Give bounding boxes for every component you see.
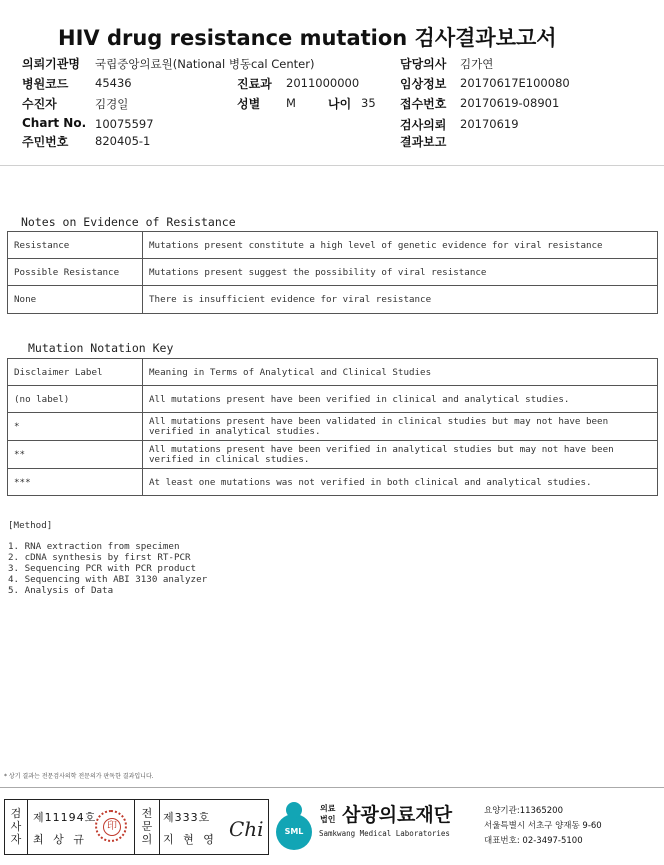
evidence-label: None — [8, 286, 143, 314]
clinical-info-label: 임상정보 — [400, 77, 447, 91]
method-step: 5. Analysis of Data — [8, 585, 114, 596]
table-row — [8, 441, 658, 469]
request-label: 검사의뢰 — [400, 118, 447, 132]
evidence-text: Mutations present constitute a high level of genetic evidence for viral resistance — [143, 232, 658, 259]
chart-no-label: Chart No. — [22, 116, 87, 130]
reviewer-label: 전문의 — [141, 807, 153, 846]
patient-label: 수진자 — [22, 97, 57, 111]
hospital-code-label: 병원코드 — [22, 77, 69, 91]
notation-text: All mutations present have been validated in clinical studies but may not have been verified in analytical studies. — [143, 413, 658, 441]
evidence-table — [7, 231, 658, 314]
sex-value: M — [286, 96, 296, 110]
evidence-label: Possible Resistance — [8, 259, 143, 286]
method-heading: [Method] — [8, 520, 53, 531]
department-label: 진료과 — [237, 77, 272, 91]
resident-id-value: 820405-1 — [95, 134, 151, 148]
notation-label: ** — [8, 441, 143, 469]
notation-label: * — [8, 413, 143, 441]
org-address: 서울특별시 서초구 양재동 9-60 — [484, 821, 602, 831]
signature-box — [4, 799, 269, 855]
notation-text: All mutations present have been verified in analytical studies but may not have been verified in clinical studies. — [143, 441, 658, 469]
logo-head-icon — [286, 802, 302, 818]
notation-text: Meaning in Terms of Analytical and Clinical Studies — [143, 359, 658, 386]
table-row — [8, 286, 658, 314]
notation-label: (no label) — [8, 386, 143, 413]
logo-text: SML — [276, 814, 312, 850]
age-value: 35 — [361, 96, 376, 110]
inspector-label: 검사자 — [10, 807, 22, 846]
institution-value: 국립중앙의료원(National 병동cal Center) — [95, 57, 315, 71]
inspector-number: 제11194호 — [33, 811, 97, 824]
notation-table — [7, 358, 658, 496]
table-row — [8, 386, 658, 413]
org-english: Samkwang Medical Laboratories — [319, 829, 450, 838]
institution-label: 의뢰기관명 — [22, 57, 80, 71]
receipt-value: 20170619-08901 — [460, 96, 560, 110]
table-row — [8, 232, 658, 259]
clinical-info-value: 20170617E100080 — [460, 76, 570, 90]
org-code: 요양기관:11365200 — [484, 806, 563, 816]
seal-text: 印 — [103, 818, 121, 836]
table-row — [8, 413, 658, 441]
reviewer-name: 지 현 영 — [163, 833, 217, 846]
notation-heading: Mutation Notation Key — [28, 341, 174, 355]
notation-label: *** — [8, 469, 143, 496]
org-prefix-1: 의료 — [320, 804, 336, 813]
reviewer-number: 제333호 — [163, 811, 211, 824]
method-step: 4. Sequencing with ABI 3130 analyzer — [8, 574, 208, 585]
method-step: 1. RNA extraction from specimen — [8, 541, 180, 552]
reviewer-label-cell — [134, 800, 160, 854]
age-label: 나이 — [328, 97, 352, 111]
evidence-heading: Notes on Evidence of Resistance — [21, 215, 236, 229]
evidence-text: There is insufficient evidence for viral resistance — [143, 286, 658, 314]
report-label: 결과보고 — [400, 135, 447, 149]
request-value: 20170619 — [460, 117, 519, 131]
notation-text: At least one mutations was not verified in both clinical and analytical studies. — [143, 469, 658, 496]
receipt-label: 접수번호 — [400, 97, 447, 111]
table-row — [8, 469, 658, 496]
signature: Chi — [229, 817, 264, 841]
department-value: 2011000000 — [286, 76, 360, 90]
footer-note: * 상기 결과는 전문검사의학 전문의가 판독한 결과입니다. — [4, 773, 154, 780]
resident-id-label: 주민번호 — [22, 135, 69, 149]
notation-label: Disclaimer Label — [8, 359, 143, 386]
inspector-label-cell — [5, 800, 28, 854]
org-prefix-2: 법인 — [320, 815, 336, 824]
patient-value: 김경일 — [95, 97, 129, 111]
doctor-label: 담당의사 — [400, 57, 447, 71]
table-row — [8, 259, 658, 286]
evidence-label: Resistance — [8, 232, 143, 259]
doctor-value: 김가연 — [460, 57, 494, 71]
org-name: 삼광의료재단 — [342, 804, 453, 826]
org-phone: 대표번호: 02-3497-5100 — [484, 836, 583, 846]
seal-icon — [95, 810, 127, 842]
method-step: 3. Sequencing PCR with PCR product — [8, 563, 197, 574]
sml-logo — [272, 802, 316, 852]
chart-no-value: 10075597 — [95, 117, 154, 131]
sex-label: 성별 — [237, 97, 261, 111]
notation-text: All mutations present have been verified in clinical and analytical studies. — [143, 386, 658, 413]
inspector-name: 최 상 규 — [33, 833, 87, 846]
report-title: HIV drug resistance mutation 검사결과보고서 — [58, 26, 557, 50]
footer-divider — [0, 787, 664, 788]
method-step: 2. cDNA synthesis by first RT-PCR — [8, 552, 191, 563]
hospital-code-value: 45436 — [95, 76, 132, 90]
table-row — [8, 359, 658, 386]
header-divider — [0, 165, 664, 166]
evidence-text: Mutations present suggest the possibility of viral resistance — [143, 259, 658, 286]
